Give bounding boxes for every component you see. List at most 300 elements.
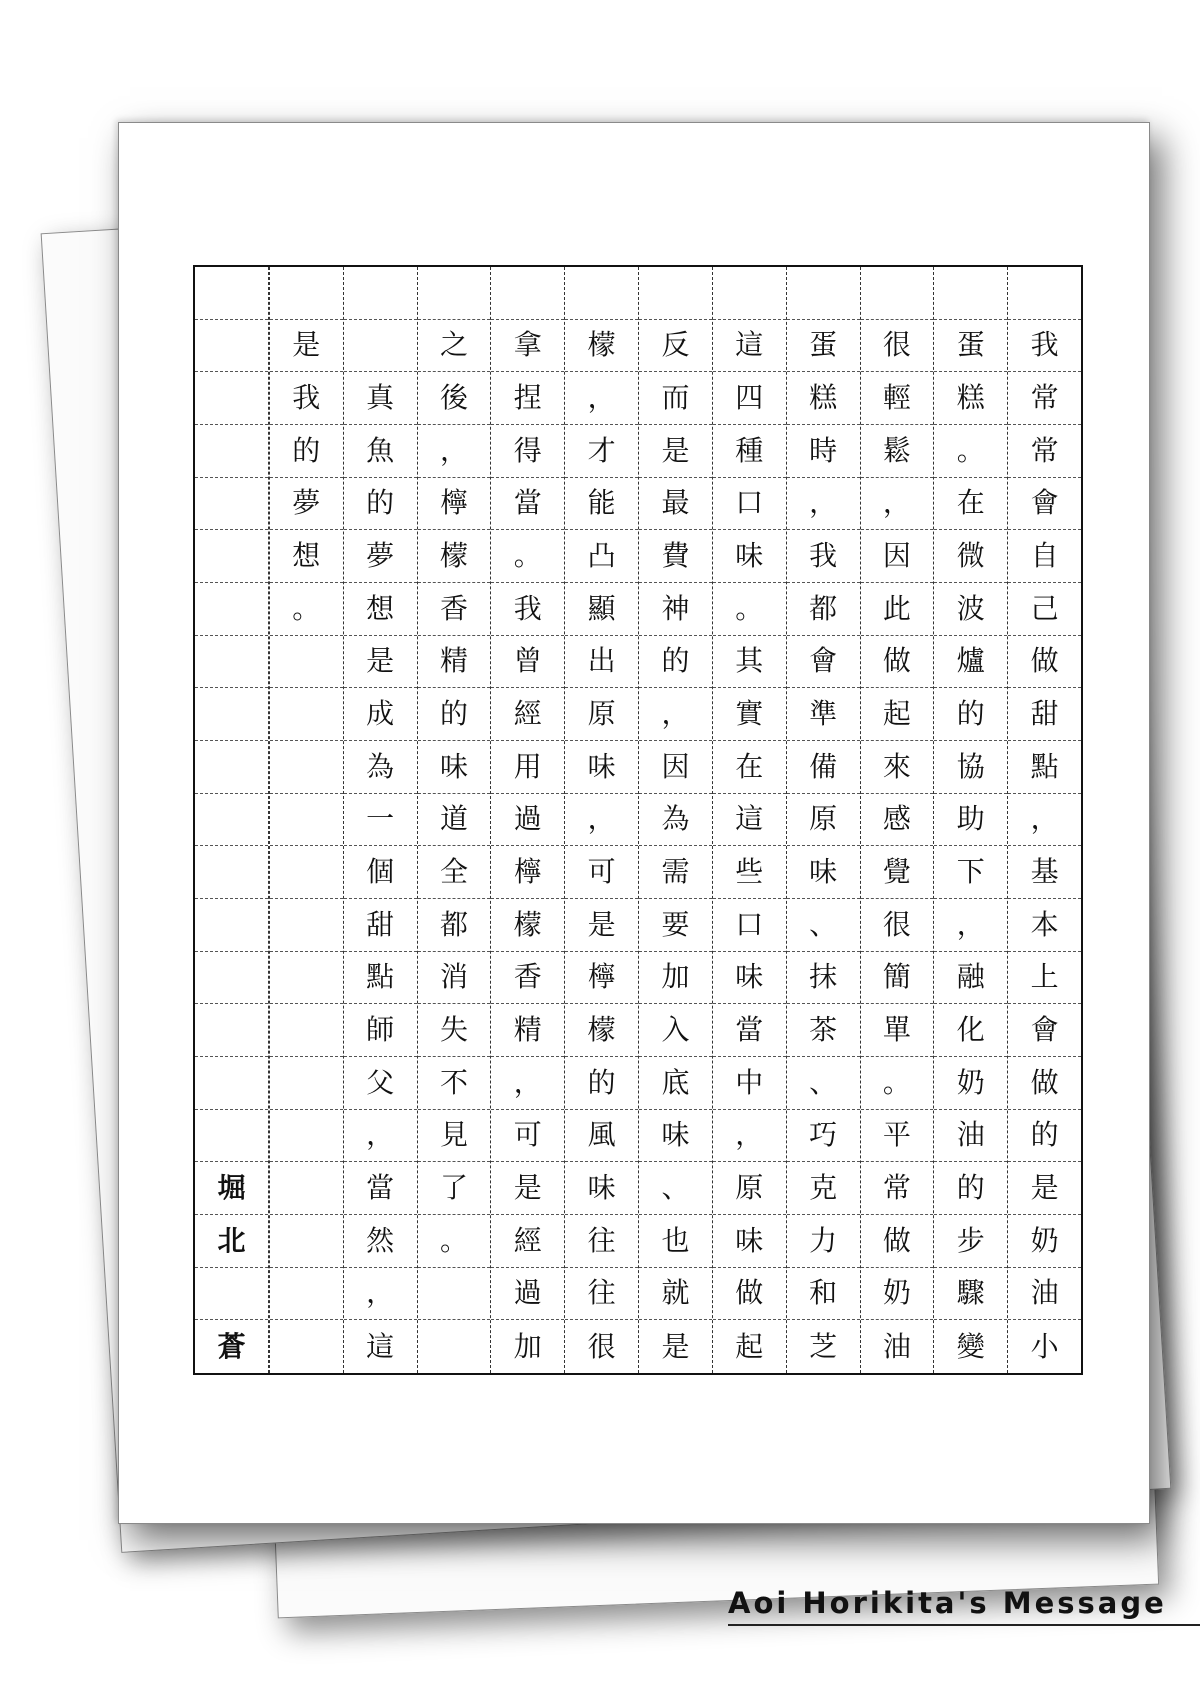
- grid-cell: [344, 267, 417, 320]
- character: 很: [587, 1329, 616, 1363]
- character: 起: [735, 1329, 764, 1363]
- grid-cell: [639, 530, 712, 583]
- grid-cell: [344, 741, 417, 794]
- grid-cell: [934, 636, 1007, 689]
- character: 為: [366, 749, 395, 783]
- character: 蛋: [809, 328, 838, 362]
- grid-cell: [861, 636, 934, 689]
- grid-cell: [195, 688, 268, 741]
- grid-cell: [195, 372, 268, 425]
- grid-cell: [344, 952, 417, 1005]
- grid-cell: [787, 741, 860, 794]
- grid-cell: [270, 530, 343, 583]
- character: 巧: [809, 1118, 838, 1152]
- grid-cell: [934, 794, 1007, 847]
- character: 起: [882, 697, 911, 731]
- grid-cell: [565, 1268, 638, 1321]
- character: 常: [1030, 381, 1059, 415]
- grid-cell: [934, 952, 1007, 1005]
- character: 做: [1030, 1065, 1059, 1099]
- character: 助: [956, 802, 985, 836]
- grid-cell: [787, 1004, 860, 1057]
- character: 往: [587, 1223, 616, 1257]
- character: 是: [513, 1171, 542, 1205]
- grid-cell: [565, 1215, 638, 1268]
- character: 。: [292, 591, 321, 625]
- character: 要: [661, 907, 690, 941]
- character: 因: [661, 749, 690, 783]
- grid-cell: [713, 1057, 786, 1110]
- character: 實: [735, 697, 764, 731]
- grid-cell: [565, 425, 638, 478]
- character: ，: [366, 1276, 395, 1310]
- grid-cell: [713, 636, 786, 689]
- grid-cell: [565, 320, 638, 373]
- text-column: [565, 267, 639, 1373]
- grid-cell: [713, 846, 786, 899]
- grid-cell: [787, 583, 860, 636]
- character: ，: [513, 1065, 542, 1099]
- grid-cell: [491, 794, 564, 847]
- grid-cell: [270, 1057, 343, 1110]
- character: 的: [1030, 1118, 1059, 1152]
- grid-cell: [565, 846, 638, 899]
- character: 是: [366, 644, 395, 678]
- grid-cell: [1008, 530, 1081, 583]
- grid-cell: [934, 425, 1007, 478]
- grid-cell: [934, 530, 1007, 583]
- character: 微: [956, 539, 985, 573]
- grid-cell: [934, 1320, 1007, 1373]
- grid-cell: [270, 1215, 343, 1268]
- grid-cell: [565, 899, 638, 952]
- grid-cell: [639, 478, 712, 531]
- character: 覺: [882, 855, 911, 889]
- character: 、: [661, 1171, 690, 1205]
- grid-cell: [934, 899, 1007, 952]
- character: 來: [882, 749, 911, 783]
- grid-cell: [418, 1110, 491, 1163]
- grid-cell: [344, 1320, 417, 1373]
- grid-cell: [1008, 372, 1081, 425]
- grid-cell: [491, 478, 564, 531]
- character: 當: [513, 486, 542, 520]
- grid-cell: [787, 1215, 860, 1268]
- character: 鬆: [882, 433, 911, 467]
- character: 凸: [587, 539, 616, 573]
- grid-cell: [195, 583, 268, 636]
- grid-cell: [639, 636, 712, 689]
- character: 風: [587, 1118, 616, 1152]
- character: 。: [956, 433, 985, 467]
- character: 神: [661, 591, 690, 625]
- grid-cell: [861, 1110, 934, 1163]
- character: ，: [439, 433, 468, 467]
- grid-cell: [1008, 1268, 1081, 1321]
- grid-cell: [787, 530, 860, 583]
- character: 一: [366, 802, 395, 836]
- character: 就: [661, 1276, 690, 1310]
- character: 波: [956, 591, 985, 625]
- character: 、: [809, 1065, 838, 1099]
- grid-cell: [344, 372, 417, 425]
- grid-cell: [344, 688, 417, 741]
- grid-cell: [565, 1004, 638, 1057]
- grid-cell: [713, 688, 786, 741]
- grid-cell: [344, 320, 417, 373]
- grid-cell: [195, 794, 268, 847]
- grid-cell: [491, 899, 564, 952]
- grid-cell: [787, 952, 860, 1005]
- character: 小: [1030, 1329, 1059, 1363]
- grid-cell: [195, 899, 268, 952]
- grid-cell: [713, 478, 786, 531]
- grid-cell: [418, 530, 491, 583]
- character: 成: [366, 697, 395, 731]
- character: 常: [1030, 433, 1059, 467]
- character: 我: [292, 381, 321, 415]
- character: 步: [956, 1223, 985, 1257]
- grid-cell: [861, 267, 934, 320]
- character: 失: [439, 1013, 468, 1047]
- character: 消: [439, 960, 468, 994]
- grid-cell: [787, 794, 860, 847]
- character: 力: [809, 1223, 838, 1257]
- character: 用: [513, 749, 542, 783]
- grid-cell: [934, 1268, 1007, 1321]
- grid-cell: [639, 267, 712, 320]
- grid-cell: [1008, 688, 1081, 741]
- grid-cell: [195, 478, 268, 531]
- grid-cell: [344, 794, 417, 847]
- grid-cell: [713, 1004, 786, 1057]
- grid-cell: [195, 1057, 268, 1110]
- grid-cell: [1008, 1004, 1081, 1057]
- character: 的: [587, 1065, 616, 1099]
- character: 魚: [366, 433, 395, 467]
- character: 本: [1030, 907, 1059, 941]
- grid-cell: [344, 583, 417, 636]
- grid-cell: [491, 636, 564, 689]
- grid-cell: [418, 794, 491, 847]
- character: 當: [366, 1171, 395, 1205]
- grid-cell: [639, 1268, 712, 1321]
- grid-cell: [713, 320, 786, 373]
- grid-cell: [787, 267, 860, 320]
- character: 種: [735, 433, 764, 467]
- grid-cell: [787, 320, 860, 373]
- character: ，: [735, 1118, 764, 1152]
- grid-cell: [270, 425, 343, 478]
- grid-cell: [787, 688, 860, 741]
- signature-character: 堀: [217, 1171, 246, 1205]
- character: 、: [809, 907, 838, 941]
- grid-cell: [565, 1057, 638, 1110]
- grid-cell: [491, 425, 564, 478]
- grid-cell: [195, 267, 268, 320]
- character: 味: [587, 1171, 616, 1205]
- character: 自: [1030, 539, 1059, 573]
- grid-cell: [861, 899, 934, 952]
- character: 準: [809, 697, 838, 731]
- grid-cell: [639, 952, 712, 1005]
- character: 口: [735, 907, 764, 941]
- grid-cell: [861, 478, 934, 531]
- character: 四: [735, 381, 764, 415]
- character: 會: [809, 644, 838, 678]
- character: ，: [587, 381, 616, 415]
- character: 油: [1030, 1276, 1059, 1310]
- grid-cell: [1008, 952, 1081, 1005]
- character: 克: [809, 1171, 838, 1205]
- character: 我: [809, 539, 838, 573]
- character: 上: [1030, 960, 1059, 994]
- grid-cell: [861, 1004, 934, 1057]
- character: 化: [956, 1013, 985, 1047]
- grid-cell: [713, 1215, 786, 1268]
- grid-cell: [491, 1268, 564, 1321]
- grid-cell: [565, 478, 638, 531]
- character: 在: [735, 749, 764, 783]
- text-column: [344, 267, 418, 1373]
- grid-cell: [934, 372, 1007, 425]
- character: 原: [587, 697, 616, 731]
- grid-cell: [934, 1215, 1007, 1268]
- character: 當: [735, 1013, 764, 1047]
- grid-cell: [861, 530, 934, 583]
- grid-cell: [861, 1057, 934, 1110]
- grid-cell: [418, 267, 491, 320]
- grid-cell: [639, 1004, 712, 1057]
- grid-cell: [713, 372, 786, 425]
- grid-cell: [195, 1320, 268, 1373]
- character: 些: [735, 855, 764, 889]
- grid-cell: [491, 741, 564, 794]
- character: 精: [439, 644, 468, 678]
- grid-cell: [861, 794, 934, 847]
- character: 的: [956, 1171, 985, 1205]
- grid-cell: [491, 952, 564, 1005]
- grid-cell: [491, 1004, 564, 1057]
- grid-cell: [1008, 1215, 1081, 1268]
- grid-cell: [270, 267, 343, 320]
- character: 味: [735, 960, 764, 994]
- manuscript-grid: [193, 265, 1083, 1375]
- grid-cell: [1008, 320, 1081, 373]
- grid-cell: [565, 741, 638, 794]
- grid-cell: [934, 741, 1007, 794]
- character: ，: [587, 802, 616, 836]
- grid-cell: [861, 952, 934, 1005]
- character: 口: [735, 486, 764, 520]
- grid-cell: [565, 267, 638, 320]
- character: 捏: [513, 381, 542, 415]
- grid-cell: [491, 320, 564, 373]
- character: 糕: [809, 381, 838, 415]
- grid-cell: [787, 425, 860, 478]
- grid-cell: [1008, 1057, 1081, 1110]
- grid-cell: [861, 372, 934, 425]
- grid-cell: [1008, 425, 1081, 478]
- grid-cell: [713, 583, 786, 636]
- character: 味: [735, 539, 764, 573]
- character: 曾: [513, 644, 542, 678]
- grid-cell: [195, 425, 268, 478]
- grid-cell: [1008, 1110, 1081, 1163]
- character: 時: [809, 433, 838, 467]
- character: 出: [587, 644, 616, 678]
- grid-cell: [1008, 1162, 1081, 1215]
- grid-cell: [1008, 846, 1081, 899]
- grid-cell: [491, 1320, 564, 1373]
- grid-cell: [270, 478, 343, 531]
- character: 能: [587, 486, 616, 520]
- grid-cell: [344, 530, 417, 583]
- grid-cell: [565, 794, 638, 847]
- grid-cell: [787, 846, 860, 899]
- character: 反: [661, 328, 690, 362]
- text-column: [418, 267, 492, 1373]
- grid-cell: [344, 1215, 417, 1268]
- grid-cell: [861, 1215, 934, 1268]
- grid-cell: [713, 1162, 786, 1215]
- grid-cell: [1008, 794, 1081, 847]
- character: 才: [587, 433, 616, 467]
- character: 做: [735, 1276, 764, 1310]
- grid-cell: [565, 636, 638, 689]
- grid-cell: [344, 1057, 417, 1110]
- grid-cell: [344, 899, 417, 952]
- blank-column: [269, 267, 270, 1373]
- character: 都: [439, 907, 468, 941]
- grid-cell: [787, 1162, 860, 1215]
- character: 是: [661, 1329, 690, 1363]
- character: 也: [661, 1223, 690, 1257]
- grid-cell: [639, 899, 712, 952]
- grid-cell: [639, 794, 712, 847]
- grid-cell: [491, 267, 564, 320]
- text-column: [1008, 267, 1081, 1373]
- character: 過: [513, 802, 542, 836]
- character: 道: [439, 802, 468, 836]
- character: 這: [735, 328, 764, 362]
- character: 很: [882, 328, 911, 362]
- grid-cell: [713, 425, 786, 478]
- grid-cell: [344, 478, 417, 531]
- grid-cell: [861, 741, 934, 794]
- character: ，: [882, 486, 911, 520]
- character: 。: [735, 591, 764, 625]
- grid-cell: [639, 1320, 712, 1373]
- character: 師: [366, 1013, 395, 1047]
- grid-cell: [713, 1110, 786, 1163]
- grid-cell: [639, 1057, 712, 1110]
- grid-cell: [344, 1004, 417, 1057]
- grid-cell: [934, 267, 1007, 320]
- signature-character: 北: [217, 1223, 246, 1257]
- character: 爐: [956, 644, 985, 678]
- grid-cell: [565, 372, 638, 425]
- character: 這: [735, 802, 764, 836]
- grid-cell: [270, 636, 343, 689]
- character: 後: [439, 381, 468, 415]
- grid-cell: [1008, 478, 1081, 531]
- grid-cell: [195, 1162, 268, 1215]
- character: 。: [439, 1223, 468, 1257]
- character: 得: [513, 433, 542, 467]
- grid-cell: [195, 1268, 268, 1321]
- character: 做: [1030, 644, 1059, 678]
- signature-character: 蒼: [217, 1329, 246, 1363]
- grid-cell: [639, 1162, 712, 1215]
- text-column: [713, 267, 787, 1373]
- grid-cell: [418, 478, 491, 531]
- grid-cell: [418, 952, 491, 1005]
- grid-cell: [565, 530, 638, 583]
- grid-cell: [713, 899, 786, 952]
- grid-cell: [565, 688, 638, 741]
- grid-cell: [344, 1162, 417, 1215]
- grid-cell: [418, 1320, 491, 1373]
- grid-cell: [270, 794, 343, 847]
- character: 奶: [882, 1276, 911, 1310]
- grid-cell: [418, 1057, 491, 1110]
- grid-cell: [270, 1162, 343, 1215]
- character: 味: [809, 855, 838, 889]
- character: 味: [439, 749, 468, 783]
- grid-cell: [270, 846, 343, 899]
- character: 因: [882, 539, 911, 573]
- grid-cell: [934, 1162, 1007, 1215]
- grid-cell: [418, 320, 491, 373]
- character: ，: [366, 1118, 395, 1152]
- character: 經: [513, 1223, 542, 1257]
- character: ，: [956, 907, 985, 941]
- grid-cell: [787, 1268, 860, 1321]
- character: 經: [513, 697, 542, 731]
- character: 簡: [882, 960, 911, 994]
- grid-cell: [1008, 267, 1081, 320]
- text-column: [639, 267, 713, 1373]
- grid-cell: [1008, 636, 1081, 689]
- grid-cell: [713, 267, 786, 320]
- character: 油: [882, 1329, 911, 1363]
- character: 之: [439, 328, 468, 362]
- character: 糕: [956, 381, 985, 415]
- character: 奶: [956, 1065, 985, 1099]
- character: 而: [661, 381, 690, 415]
- grid-cell: [713, 741, 786, 794]
- grid-cell: [418, 636, 491, 689]
- grid-cell: [934, 1004, 1007, 1057]
- grid-cell: [270, 899, 343, 952]
- character: 備: [809, 749, 838, 783]
- grid-cell: [787, 1320, 860, 1373]
- grid-cell: [270, 583, 343, 636]
- grid-cell: [418, 1215, 491, 1268]
- grid-cell: [639, 372, 712, 425]
- character: 的: [292, 433, 321, 467]
- character: 是: [292, 328, 321, 362]
- character: 過: [513, 1276, 542, 1310]
- character: 父: [366, 1065, 395, 1099]
- character: 顯: [587, 591, 616, 625]
- grid-cell: [861, 425, 934, 478]
- grid-cell: [861, 846, 934, 899]
- character: 真: [366, 381, 395, 415]
- grid-cell: [713, 1320, 786, 1373]
- text-column: [861, 267, 935, 1373]
